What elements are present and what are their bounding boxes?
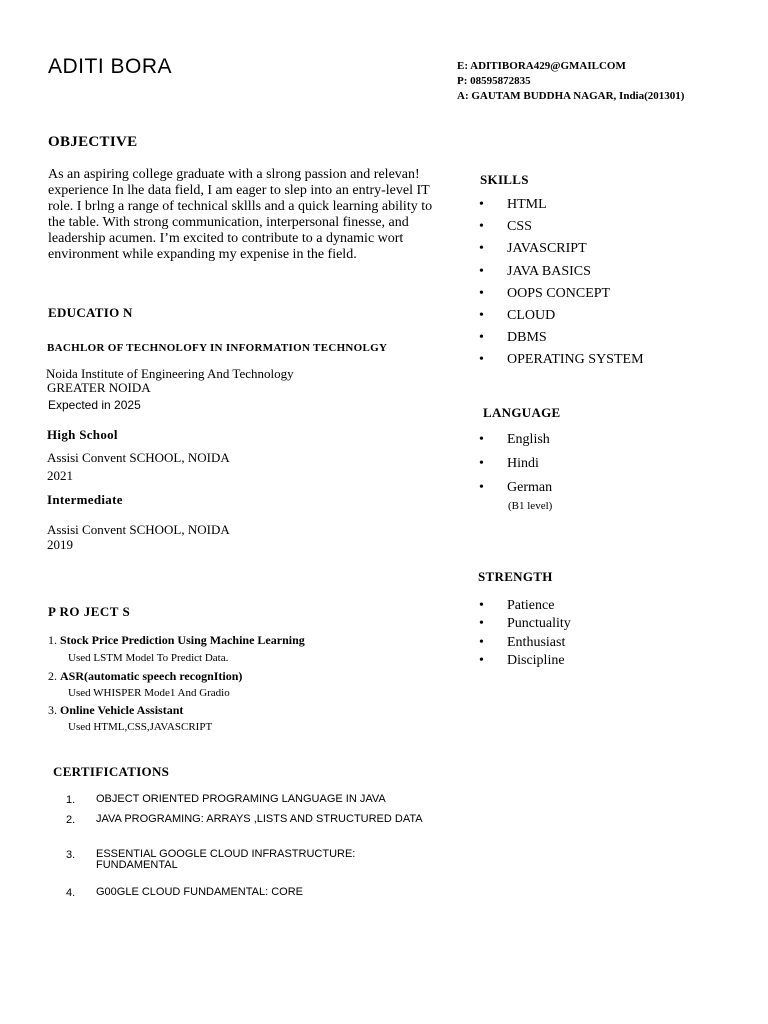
project-1-description: Used LSTM Model To Predict Data. [68,652,229,664]
strength-item: • Enthusiast [479,634,571,652]
project-1-title [48,633,305,648]
project-2-title [48,669,242,684]
project-2-number: 2. [48,669,57,683]
projects-heading: P RO JECT S [48,604,131,619]
project-1-number: 1. [48,633,57,647]
certification-1-text: OBJECT ORIENTED PROGRAMING LANGUAGE IN JAVA [96,793,386,805]
strength-list [479,597,571,670]
institute-city: GREATER NOIDA [47,380,151,395]
strength-item: • Punctuality [479,615,571,633]
project-3-title [48,703,183,718]
language-list [479,428,552,500]
contact-address: A: GAUTAM BUDDHA NAGAR, India(201301) [457,90,685,102]
strength-item: • Discipline [479,652,571,670]
skill-item: • OPERATING SYSTEM [479,349,644,371]
certification-2-number: 2. [66,814,76,826]
project-3-name: Online Vehicle Assistant [60,703,184,717]
project-2-description: Used WHISPER Mode1 And Gradio [68,687,230,699]
project-3-description: Used HTML,CSS,JAVASCRIPT [68,721,213,733]
institute-name: Noida Institute of Engineering And Technology [46,366,294,381]
intermediate-year: 2019 [47,537,73,552]
strength-item: • Patience [479,597,571,615]
high-school-year: 2021 [47,468,73,483]
project-2-name: ASR(automatic speech recognItion) [60,669,243,683]
intermediate-title: Intermediate [47,492,123,507]
high-school-name: Assisi Convent SCHOOL, NOIDA [47,450,230,465]
intermediate-school-name: Assisi Convent SCHOOL, NOIDA [47,522,230,537]
education-heading: EDUCATIO N [48,305,133,320]
language-item: • Hindi [479,452,552,476]
language-level-note: (B1 level) [508,500,553,512]
certification-3-number: 3. [66,849,76,861]
certifications-heading: CERTIFICATIONS [53,764,170,779]
language-item: • German [479,476,552,500]
certification-4-text: G00GLE CLOUD FUNDAMENTAL: CORE [96,886,304,898]
skill-item: • JAVA BASICS [479,261,644,283]
skills-heading: SKILLS [480,172,529,187]
project-1-name: Stock Price Prediction Using Machine Learning [60,633,305,647]
skill-item: • CLOUD [479,305,644,327]
degree-title: BACHLOR OF TECHNOLOFY IN INFORMATION TECHNOLGY [47,342,388,354]
language-heading: LANGUAGE [483,405,561,420]
skill-item: • DBMS [479,327,644,349]
project-3-number: 3. [48,703,57,717]
candidate-name: ADITI BORA [48,55,173,78]
certification-2-text: JAVA PROGRAMING: ARRAYS ,LISTS AND STRUCTURED DATA [96,813,423,825]
certification-4-number: 4. [66,887,76,899]
contact-phone: P: 08595872835 [457,75,531,87]
skill-item: • HTML [479,194,644,216]
language-item: • English [479,428,552,452]
skill-item: • JAVASCRIPT [479,238,644,260]
contact-email: E: ADITIBORA429@GMAILCOM [457,60,626,72]
certification-1-number: 1. [66,794,76,806]
objective-heading: OBJECTIVE [48,134,138,150]
skill-item: • OOPS CONCEPT [479,283,644,305]
skills-list [479,194,644,372]
certification-3-text: ESSENTIAL GOOGLE CLOUD INFRASTRUCTURE: FUNDAMENTAL [96,848,356,871]
skill-item: • CSS [479,216,644,238]
high-school-title: High School [47,427,118,442]
objective-text: As an aspiring college graduate with a slrong passion and relevan! experience In lhe data field, I am eager to slep into an entry-level IT role. I brlng a range of technical skllls and a quick learning ability to the table. With strong communication, interpersonal finesse, and leadership acumen. I’m excited to contribute to a dynamic wort environment while expanding my expenise in the field. [48,167,433,262]
expected-graduation: Expected in 2025 [48,398,141,412]
strength-heading: STRENGTH [478,569,553,584]
